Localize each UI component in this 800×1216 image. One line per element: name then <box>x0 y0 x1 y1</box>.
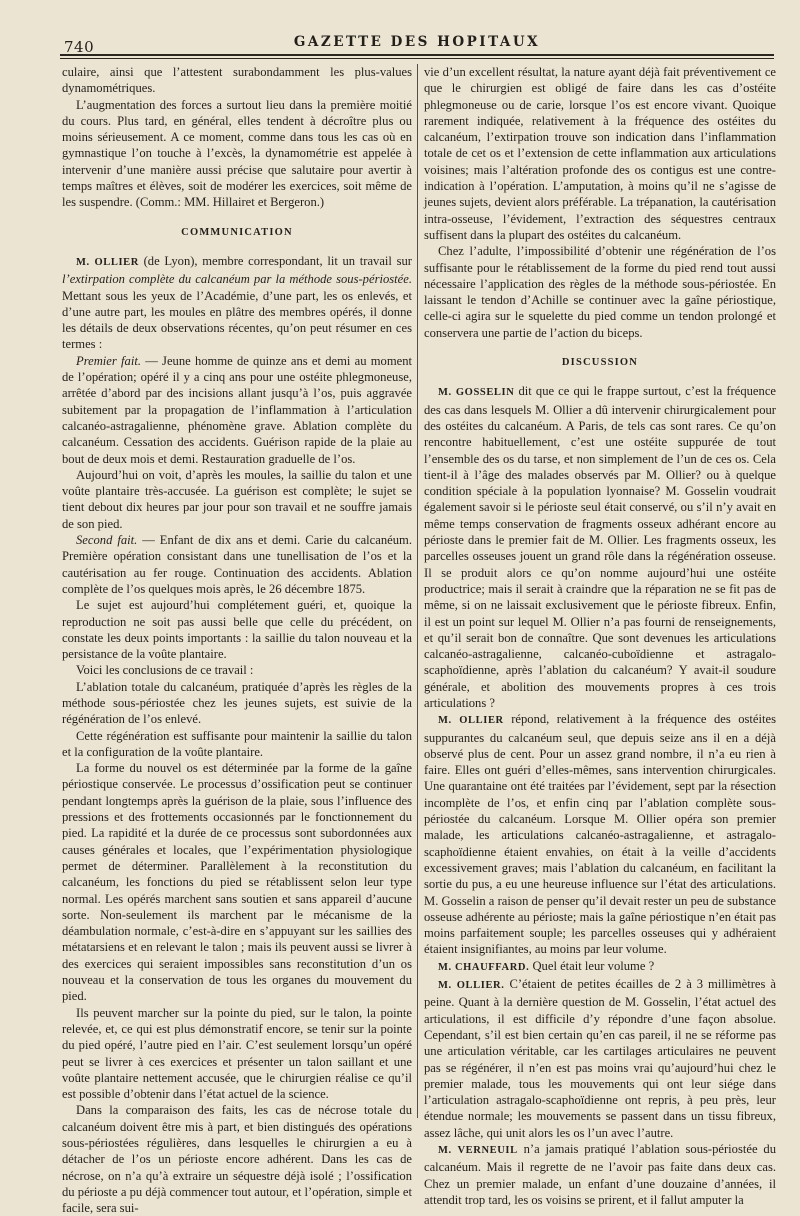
speaker-name: M. GOSSELIN <box>438 387 515 399</box>
paragraph: Le sujet est aujourd’hui complétement guéri, et, quoique la reproduction ne soit pas aussi belle que celle du précédent, on constate les deux points importants : la saillie du talon nouveau et la persistance de la voûte plantaire. <box>62 598 412 662</box>
case-label: Premier fait. <box>76 353 141 368</box>
paragraph-text: — Enfant de dix ans et demi. Carie du calcanéum. Première opération consistant dans une tunellisation de l’os et la cautérisation au fer rouge. Continuation des accidents. Ablation complète de l’os quelques mois après, le 26 décembre 1875. <box>62 533 412 596</box>
paragraph: vie d’un excellent résultat, la nature ayant déjà fait préventivement ce que le chirurgien est obligé de faire dans les cas d’ostéite phlegmoneuse ou de carie, lorsque l’os est encore vivant. Quoique rarement indiquée, relativement à la fréquence des ostéites du calcanéum, l’extirpation trouve son indication dans l’inflammation totale de cet os et l’extension de cette inflammation aux articulations voisines; mais l’altération profonde des os contigus est une contre-indication à l’opération. L’amputation, à moins qu’il ne s’agisse de jeunes sujets, devient alors préférable. La trépanation, la cautérisation intra-osseuse, l’évidement, l’extraction des séquestres centraux suffisent dans la plupart des ostéites du calcanéum. <box>424 65 776 242</box>
paragraph: Aujourd’hui on voit, d’après les moules, la saillie du talon et une voûte plantaire très-accusée. La guérison est complète; le sujet se tient debout dix heures par jour pour son travail et ne souffre jamais de son pied. <box>62 467 412 531</box>
paragraph-text: C’étaient de petites écailles de 2 à 3 millimètres à peine. Quant à la dernière question de M. Gosselin, l’état actuel des articulations, il est difficile d’y répondre d’une façon absolue. Cependant, s’il est bien certain qu’en cas pareil, il ne se réforme pas une articulation véritable, car les cartilages articulaires ne peuvent pas se régénérer, il n’en est pas moins vrai qu’aujourd’hui chez le premier malade, tous les mouvements qui ont leur siége dans l’articulation astragalo-scaphoïdienne ont repris, à peu près, leur étendue normale; les mouvements se passent dans un tissu fibreux, assez lâche, qui unit alors les os l’un avec l’autre. <box>424 977 776 1140</box>
speaker-name: M. OLLIER <box>76 256 139 268</box>
paragraph <box>424 383 776 711</box>
paragraph-text: — Jeune homme de quinze ans et demi au moment de l’opération; opéré il y a cinq ans pour une ostéite phlegmoneuse, arrêtée d’abord par des incisions allant jusqu’à l’os, puis aggravée subitement par la propagation de l’inflammation à l’articulation calcanéo-astragalienne, phénomène grave. Ablation complète du calcanéum. Cessation des accidents. Guérison rapide de la plaie au bout de deux mois et demi. Restauration graduelle de l’os. <box>62 353 412 466</box>
speaker-name: M. OLLIER. <box>438 980 505 992</box>
paragraph <box>424 711 776 957</box>
paragraph: L’augmentation des forces a surtout lieu dans la première moitié du cours. Plus tard, en général, elles tendent à décroître plus ou moins sérieusement. A ce moment, comme dans tous les cas où en gymnastique l’on touche à l’excès, la dynamométrie est appelée à intervenir d’une manière aussi précise que salutaire pour avertir à temps maîtres et élèves, soit de modérer les exercices, soit même de les suspendre. (Comm.: MM. Hillairet et Bergeron.) <box>62 97 412 210</box>
column-divider <box>417 64 418 1118</box>
paragraph: Ils peuvent marcher sur la pointe du pied, sur le talon, la pointe relevée, et, ce qui est plus démonstratif encore, se tenir sur la pointe du pied opéré, l’autre pied en l’air. C’est seulement lorsqu’un opéré peut se livrer à ces exercices et présenter un talon saillant et une voûte plantaire nettement accusée, que le chirurgien réalise ce qu’il est possible d’obtenir dans l’état actuel de la science. <box>62 1005 412 1102</box>
section-heading-discussion: DISCUSSION <box>561 357 639 369</box>
paragraph <box>62 353 412 467</box>
paper-title: l’extirpation complète du calcanéum par la méthode sous-périostée. <box>62 272 412 287</box>
header-rule-thin <box>60 58 774 59</box>
journal-title: GAZETTE DES HOPITAUX <box>293 34 541 50</box>
speaker-name: M. CHAUFFARD. <box>438 961 530 973</box>
case-label: Second fait. <box>76 533 138 548</box>
paragraph: Cette régénération est suffisante pour maintenir la saillie du talon et la configuration de la voûte plantaire. <box>62 728 412 759</box>
speaker-name: M. VERNEUIL <box>438 1145 518 1156</box>
section-heading-communication: COMMUNICATION <box>181 226 293 238</box>
paragraph: La forme du nouvel os est déterminée par la forme de la gaîne périostique conservée. Le processus d’ossification peut se continuer pendant longtemps après la guérison de la plaie, sous l’influence des pressions et des frottements occasionnés par le fonctionnement du pied. La rapidité et la durée de ce processus sont subordonnées aux causes générales et locales, que l’expérimentation physiologique permet de déterminer. Parallèlement à la reconstitution du calcanéum, les fonctions du pied se rétablissent selon leur type normal. Les opérés marchent sans soutien et sans appareil d’aucune sorte. Non-seulement ils marchent par le mécanisme de la déambulation normale, c’est-à-dire en s’appuyant sur les saillies des métatarsiens et en relevant le talon ; mais ils peuvent aussi se livrer à des exercices qui seraient impossibles sans reconstitution d’un os nouveau et la conservation de tous les organes du mouvement du pied. <box>62 761 412 1004</box>
paragraph-text: (de Lyon), membre correspondant, lit un travail sur <box>138 253 412 268</box>
paragraph <box>424 958 776 976</box>
paragraph-text: dit que ce qui le frappe surtout, c’est la fréquence des cas dans lesquels M. Ollier a dû intervenir chirurgicalement pour des ostéites du calcanéum. A Paris, de tels cas sont rares. Ce qu’on rencontre habituellement, c’est une ostéite suppurée de tout l’ensemble des os du tarse, et non simplement de l’un de ces os. Cela tient-il à l’âge des malades observés par M. Ollier? ou à quelque condition spéciale à la population lyonnaise? M. Gosselin voudrait également savoir si le périoste seul était conservé, ou s’il n’y avait en même temps conservation de fragments osseux adhérant encore au périoste dans le premier fait de M. Ollier. Les fragments osseux, les parcelles osseuses jouent un grand rôle dans la régénération osseuse. Il se produit alors ce qu’on nomme aujourd’hui une ostéite productrice; mais il serait à craindre que la réparation ne se fit pas de même, si on ne laissait exclusivement que le périoste fibreux. Enfin, il est un point sur lequel M. Ollier n’a pas fourni de renseignements, et qu’il serait bon de connaître. Que sont devenues les articulations calcanéo-astragalienne, calcanéo-cuboïdienne et astragalo-scaphoïdienne, après l’ablation du calcanéum? Y avait-il soudure générale, et abolition des mouvements propres à ces trois articulations ? <box>424 384 776 710</box>
page-number: 740 <box>64 38 95 56</box>
paragraph <box>62 253 412 353</box>
paragraph: L’ablation totale du calcanéum, pratiquée d’après les règles de la méthode sous-périostée chez les jeunes sujets, est suivie de la régénération de l’os enlevé. <box>62 679 412 727</box>
paragraph: culaire, ainsi que l’attestent surabondamment les plus-values dynamométriques. <box>62 65 412 96</box>
paragraph <box>62 532 412 597</box>
right-column <box>424 64 776 1207</box>
paragraph <box>424 976 776 1141</box>
paragraph-text: répond, relativement à la fréquence des ostéites suppurantes du calcanéum seul, que depuis seize ans il en a déjà observé plus de cent. Pour un assez grand nombre, il n’a eu rien à faire. Elles ont guéri d’elles-mêmes, sans intervention chirurgicales. Une quarantaine ont été traitées par l’évidement, sept par la résection incomplète de l’os, et enfin cinq par l’ablation complète sous-périostée du calcanéum. Lorsque M. Ollier opéra son premier malade, les articulations calcanéo-astragalienne, et astragalo-scaphoïdienne étaient envahies, on était à la veille d’accidents excessivement graves; mais l’ablation du calcanéum, en facilitant la sortie du pus, a eu une heureuse influence sur l’état des articulations. M. Gosselin a raison de penser qu’il devait rester un peu de substance osseuse adhérente au périoste; mais la gaîne périostique n’en était pas moins parfaitement souple; les parcelles osseuses qui y adhéraient étaient insignifiantes, au moins par leur volume. <box>424 712 776 957</box>
header-rule-thick <box>60 54 774 56</box>
paragraph-text: Quel était leur volume ? <box>529 958 655 973</box>
left-column <box>62 64 412 1216</box>
paragraph <box>424 1141 776 1208</box>
page-header <box>60 30 774 56</box>
paragraph: Chez l’adulte, l’impossibilité d’obtenir une régénération de l’os suffisante pour le rétablissement de la forme du pied rend tout aussi nécessaire l’application des règles de la méthode sous-périostée. En laissant le tendon d’Achille se continuer avec la gaîne périostique, celle-ci agira sur le squelette du pied comme un tendon prolongé et conservera une partie de l’action du biceps. <box>424 244 776 340</box>
paragraph-text: Mettant sous les yeux de l’Académie, d’une part, les os enlevés, et d’une autre part, les moules en plâtre des membres opérés, il donne les détails de deux observations récentes, qu’on peut résumer en ces termes : <box>62 288 412 352</box>
speaker-name: M. OLLIER <box>438 715 504 727</box>
paragraph: Dans la comparaison des faits, les cas de nécrose totale du calcanéum doivent être mis à part, et bien distingués des opérations sous-périostées régulières, dans lesquelles le chirurgien a eu à détacher de l’os un périoste encore adhérent. Dans les cas de nécrose, on n’a qu’à extraire un séquestre déjà isolé ; l’ossification du périoste a pu déjà commencer tout autour, et l’opération, simple et facile, sera sui- <box>62 1103 412 1216</box>
paragraph: Voici les conclusions de ce travail : <box>76 663 254 678</box>
paragraph-text: n’a jamais pratiqué l’ablation sous-périostée du calcanéum. Mais il regrette de ne l’avoir pas faite dans deux cas. Chez un premier malade, un enfant d’une douzaine d’années, il attendit trop tard, les os voisins se prirent, et il fallut amputer la <box>424 1142 776 1207</box>
